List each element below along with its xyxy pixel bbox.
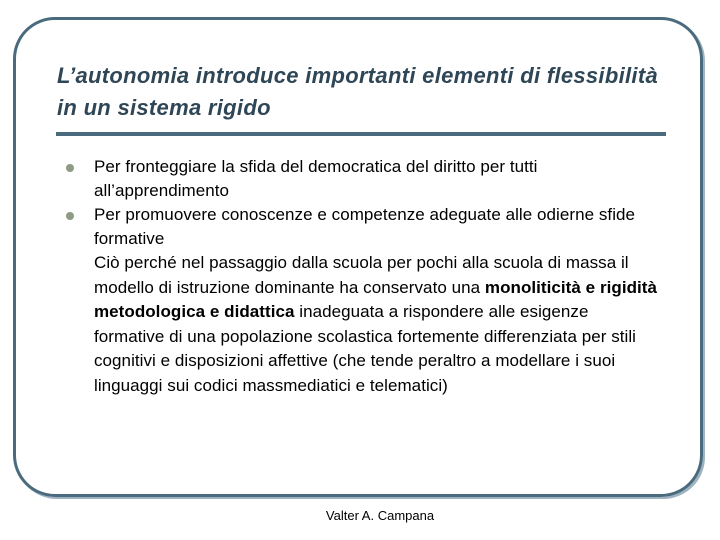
bullet-item-1	[58, 155, 658, 203]
title-underline	[56, 132, 666, 136]
bullet-dot-icon	[66, 212, 74, 220]
paragraph-text-before: Ciò perché nel passaggio dalla scuola per pochi alla scuola di massa il modello di istruzione dominante ha conservato una	[94, 253, 629, 297]
bullet-text-2: Per promuovere conoscenze e competenze adeguate alle odierne sfide formative	[94, 205, 636, 248]
bullet-item-2	[58, 203, 658, 251]
slide-footer: Valter A. Campana	[325, 508, 435, 523]
paragraph-text-bold: monoliticità e rigidità metodologica e didattica	[94, 277, 658, 321]
bullet-dot-icon	[66, 164, 74, 172]
paragraph-text-after: inadeguata a rispondere alle esigenze formative di una popolazione scolastica fortemente differenziata per stili cognitivi e disposizioni affettive (che tende peraltro a modellare i suoi linguaggi sui codici massmediatici e telematici)	[94, 302, 637, 395]
slide-content	[58, 155, 658, 398]
bullet-text-1: Per fronteggiare la sfida del democratica del diritto per tutti all’apprendimento	[94, 157, 538, 200]
slide-title: L’autonomia introduce importanti elementi di flessibilità in un sistema rigido	[57, 63, 658, 120]
explanation-paragraph	[58, 251, 658, 398]
